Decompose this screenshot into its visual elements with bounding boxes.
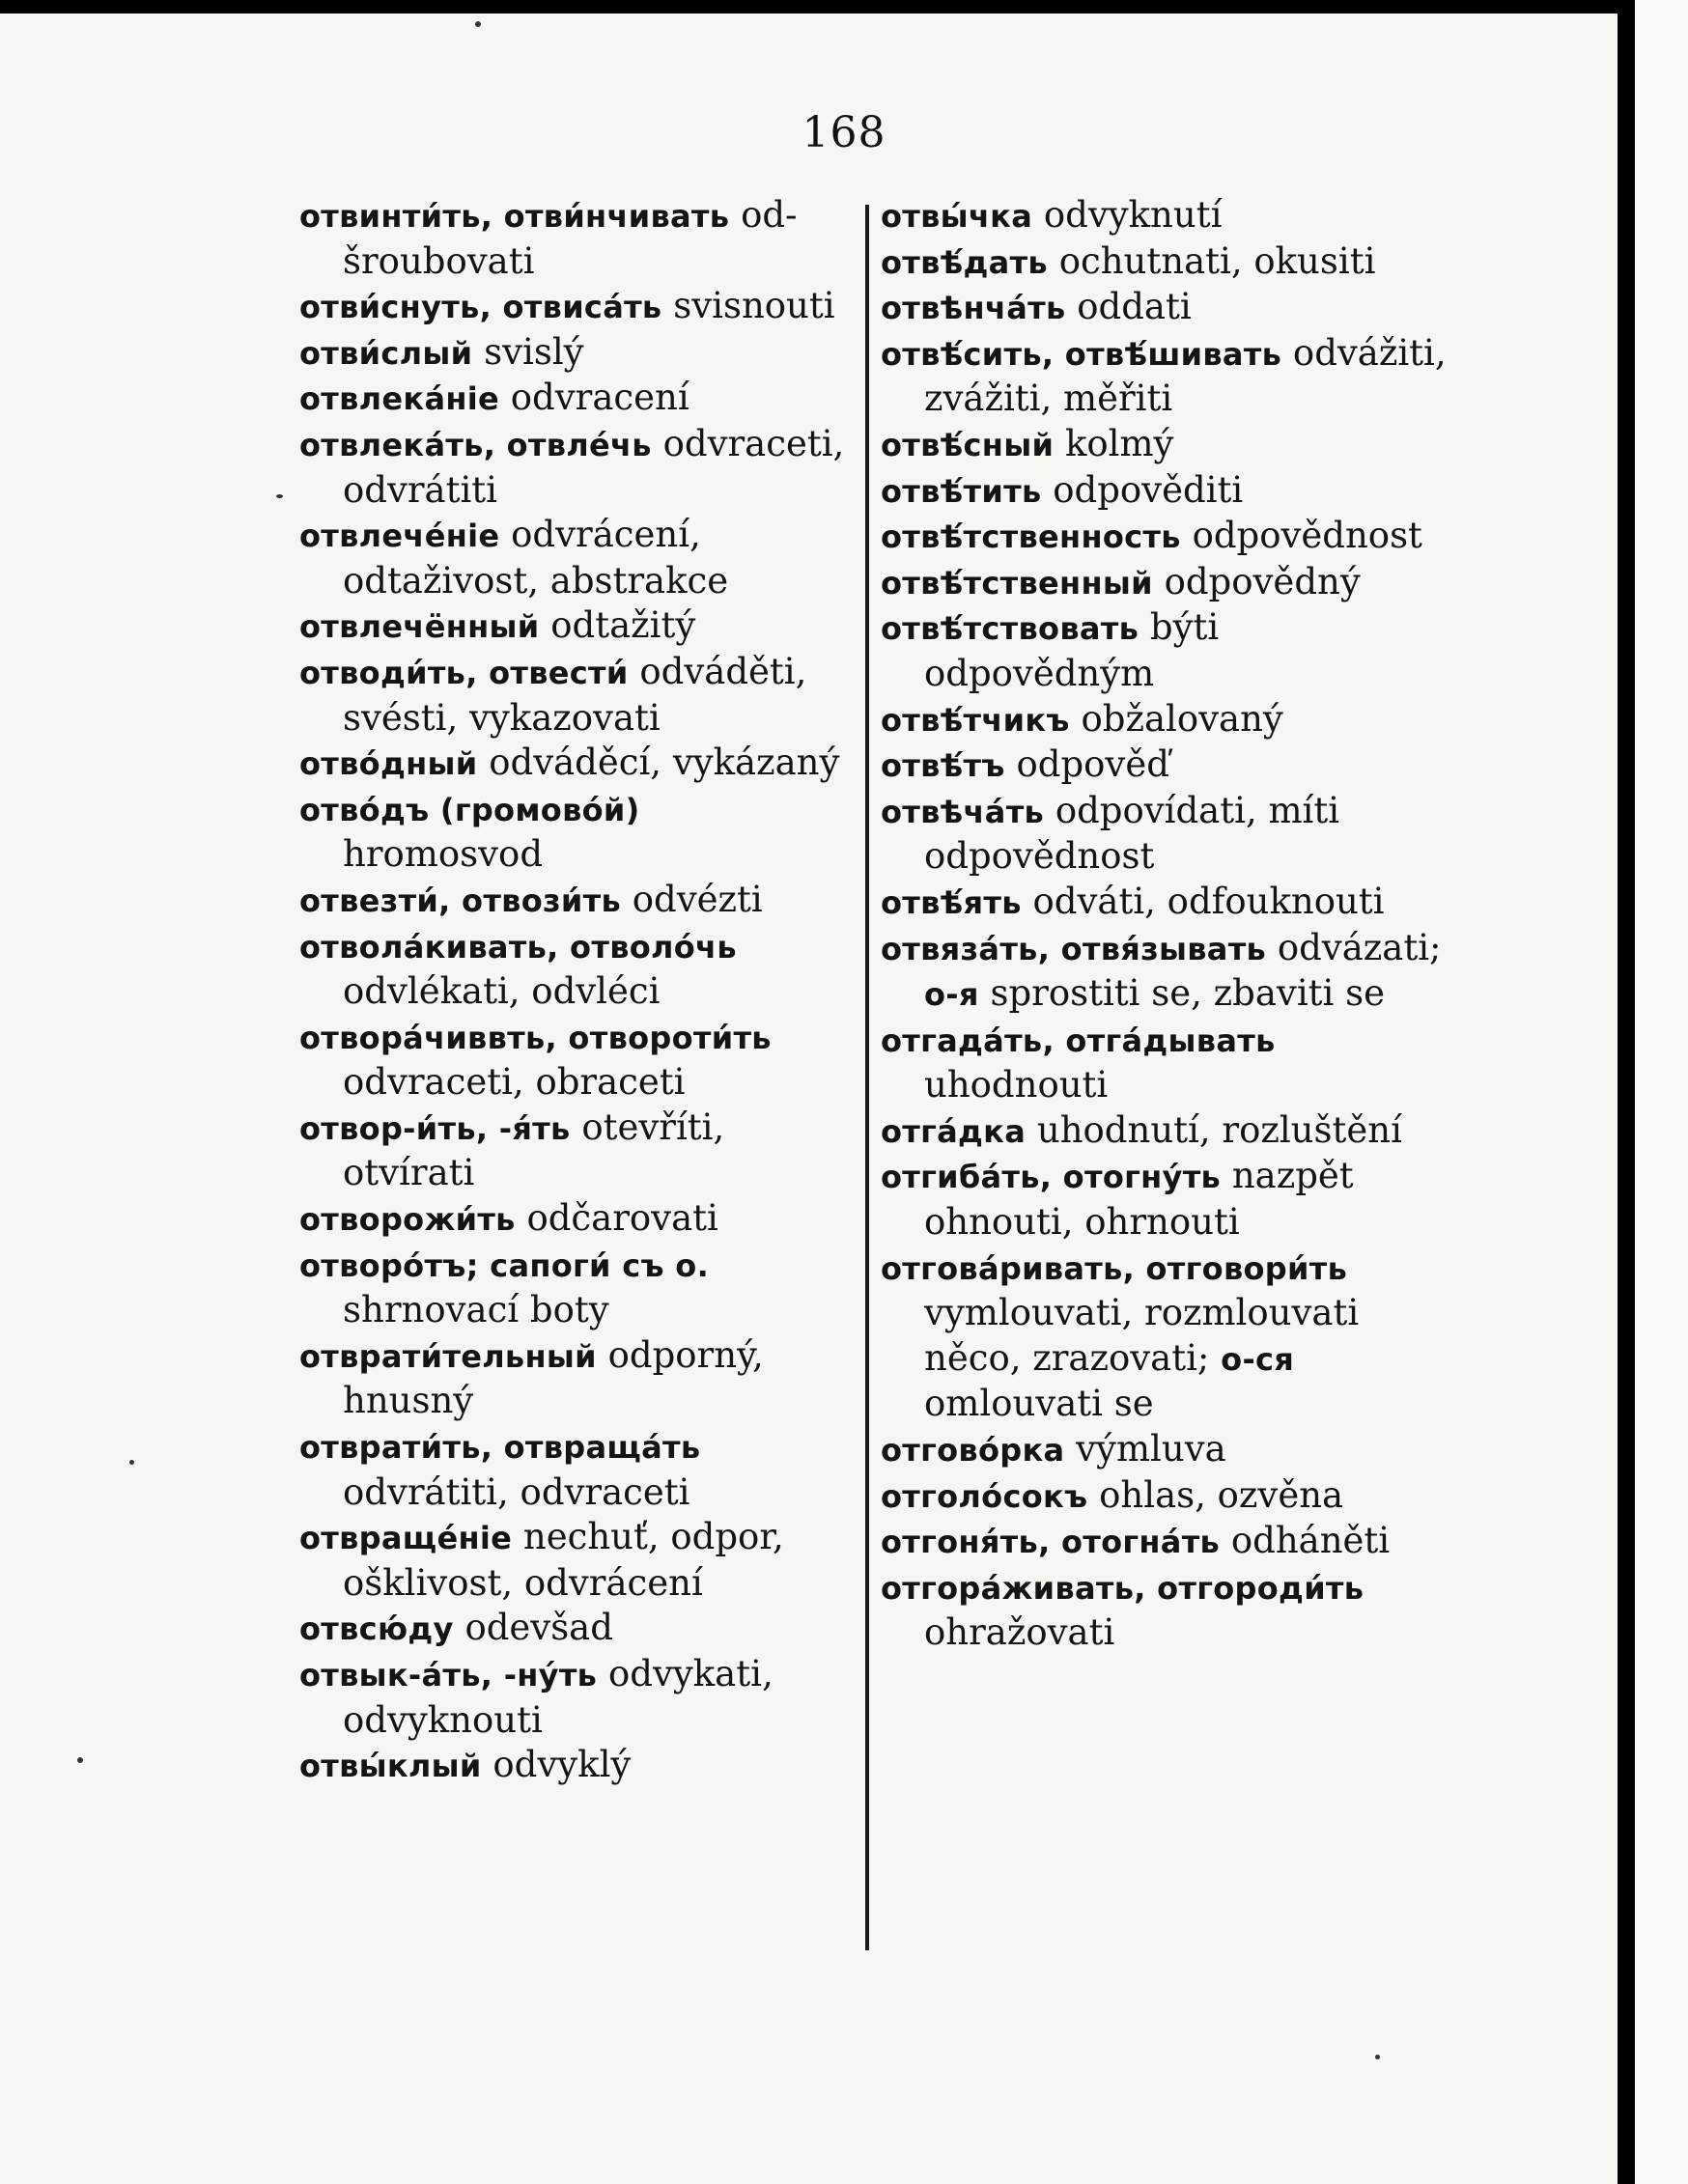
dictionary-entry xyxy=(881,1519,1450,1565)
headword: отвлече́ніе xyxy=(299,518,500,555)
translation: býti odpovědným xyxy=(924,606,1220,694)
headword: отголо́сокъ xyxy=(881,1477,1088,1515)
dictionary-entry xyxy=(299,1743,850,1789)
right-column xyxy=(881,193,1450,1656)
headword: отводи́ть, отвести́ xyxy=(299,654,629,691)
translation: odvracení xyxy=(510,377,689,419)
headword: отвола́кивать, отволо́чь xyxy=(299,928,737,966)
dictionary-entry xyxy=(881,1427,1450,1473)
translation: odvázati; xyxy=(1277,926,1442,968)
dictionary-entry xyxy=(881,880,1450,926)
dictionary-entry xyxy=(299,1106,850,1196)
translation: odtažitý xyxy=(550,604,696,647)
dictionary-entry xyxy=(299,1015,850,1106)
sub-translation: sprostiti se, zbaviti se xyxy=(990,972,1386,1015)
translation: uhodnouti xyxy=(924,1064,1109,1106)
headword: отвлечённый xyxy=(299,608,540,646)
headword: отга́дка xyxy=(881,1112,1027,1150)
headword: отвезти́, отвози́ть xyxy=(299,882,622,919)
dictionary-entry xyxy=(299,878,850,924)
dictionary-entry xyxy=(299,284,850,330)
dictionary-entry xyxy=(881,1154,1450,1245)
dictionary-entry xyxy=(299,650,850,741)
dictionary-entry xyxy=(881,1246,1450,1427)
translation: odvraceti, odvrátiti xyxy=(343,422,845,511)
headword: отвяза́ть, отвя́зывать xyxy=(881,930,1267,967)
translation: odpovědnost xyxy=(1192,515,1422,557)
headword: отвсю́ду xyxy=(299,1610,454,1648)
dictionary-entry xyxy=(299,603,850,650)
translation: odporný, hnusný xyxy=(343,1333,764,1422)
left-column xyxy=(299,193,850,1789)
headword: отво́дный xyxy=(299,745,478,783)
translation: odváti, odfouknouti xyxy=(1032,880,1385,922)
dictionary-entry xyxy=(881,422,1450,468)
translation: odvážiti, zvážiti, měřiti xyxy=(924,331,1447,420)
translation: odvlékati, odvléci xyxy=(343,970,661,1013)
dictionary-entry xyxy=(881,468,1450,515)
dictionary-entry xyxy=(299,1606,850,1652)
headword: отви́слый xyxy=(299,334,473,372)
dictionary-entry xyxy=(299,1515,850,1606)
dictionary-entry xyxy=(299,924,850,1015)
scan-speck xyxy=(475,21,481,27)
translation: odvrácení, odtaživost, abstrakce xyxy=(343,514,729,602)
dictionary-entry xyxy=(299,1652,850,1743)
headword: отвѣ́тить xyxy=(881,472,1042,510)
translation: svisnouti xyxy=(673,285,835,327)
translation: odvrátiti, odvraceti xyxy=(343,1470,690,1513)
translation: odčarovati xyxy=(526,1197,718,1240)
translation: odháněti xyxy=(1230,1520,1391,1562)
translation: vymlouvati, rozmlouvati něco, zrazovati; xyxy=(924,1292,1360,1379)
translation: obžalovaný xyxy=(1081,697,1283,740)
dictionary-entry xyxy=(881,1108,1450,1155)
translation: odvézti xyxy=(632,878,763,920)
headword: отвинти́ть, отви́нчивать xyxy=(299,198,730,235)
dictionary-entry xyxy=(299,376,850,422)
dictionary-entry xyxy=(299,1333,850,1424)
headword: отвѣ́тъ xyxy=(881,747,1005,785)
scan-speck xyxy=(129,1460,134,1465)
scan-speck xyxy=(276,494,283,498)
translation: odpověditi xyxy=(1053,468,1244,511)
headword: отвы́чка xyxy=(881,198,1033,235)
scan-speck xyxy=(1375,2055,1380,2059)
scan-speck xyxy=(77,1757,83,1763)
translation: odevšad xyxy=(464,1607,613,1649)
dictionary-entry xyxy=(881,1473,1450,1520)
headword: отвѣ́тчикъ xyxy=(881,701,1070,739)
dictionary-entry xyxy=(299,1424,850,1515)
translation: odvykati, odvyknouti xyxy=(343,1653,774,1741)
translation: nazpět ohnouti, ohrnouti xyxy=(924,1155,1354,1244)
headword: отгоня́ть, отогна́ть xyxy=(881,1524,1221,1561)
next-page-edge xyxy=(1635,0,1688,2184)
page-number: 168 xyxy=(802,108,886,157)
headword: отвѣ́тствовать xyxy=(881,610,1139,648)
dictionary-entry xyxy=(299,330,850,377)
translation: odpověď xyxy=(1016,743,1169,786)
headword: отвык-а́ть, -ну́ть xyxy=(299,1657,598,1694)
dictionary-entry xyxy=(299,787,850,878)
translation: oddati xyxy=(1077,286,1192,328)
headword: отворо́тъ; сапоги́ съ о. xyxy=(299,1246,710,1284)
headword: отвлека́ть, отвле́чь xyxy=(299,426,652,463)
translation: odvyknutí xyxy=(1043,194,1223,236)
headword: отвѣ́сить, отвѣ́шивать xyxy=(881,335,1282,373)
translation: shrnovací boty xyxy=(343,1289,609,1331)
dictionary-entry xyxy=(881,331,1450,422)
translation: ohlas, ozvěna xyxy=(1099,1473,1344,1516)
translation: svislý xyxy=(484,330,584,373)
translation: odpovídati, míti odpovědnost xyxy=(924,789,1340,878)
headword: отгиба́ть, отогну́ть xyxy=(881,1159,1222,1196)
translation: odvyklý xyxy=(492,1744,632,1786)
headword: отвѣча́ть xyxy=(881,793,1045,830)
translation: kolmý xyxy=(1064,422,1174,464)
translation: od-šroubovati xyxy=(343,194,798,282)
dictionary-entry xyxy=(881,514,1450,560)
translation: odpovědný xyxy=(1164,560,1361,602)
translation: hromosvod xyxy=(343,833,544,876)
translation: odváděti, svésti, vykazovati xyxy=(343,650,807,739)
dictionary-entry xyxy=(881,193,1450,239)
headword: отвѣнча́ть xyxy=(881,290,1066,327)
translation: ochutnati, okusiti xyxy=(1058,239,1376,282)
headword: отвора́чиввть, отвороти́ть xyxy=(299,1019,772,1056)
dictionary-entry xyxy=(299,1196,850,1243)
dictionary-entry xyxy=(881,605,1450,696)
sub-headword: о-я xyxy=(924,976,979,1014)
dictionary-entry xyxy=(299,741,850,787)
sub-headword: о-ся xyxy=(1221,1340,1295,1378)
headword: отвы́клый xyxy=(299,1748,482,1785)
translation: otevříti, otvírati xyxy=(343,1106,725,1194)
headword: отвѣ́тственность xyxy=(881,518,1181,556)
dictionary-entry xyxy=(881,697,1450,743)
headword: отви́снуть, отвиса́ть xyxy=(299,289,662,326)
headword: отвѣ́ять xyxy=(881,883,1022,921)
sub-translation: omlouvati se xyxy=(924,1383,1154,1425)
dictionary-entry xyxy=(881,926,1450,1018)
headword: отвѣ́дать xyxy=(881,243,1048,281)
dictionary-entry xyxy=(299,513,850,603)
dictionary-entry xyxy=(299,422,850,513)
translation: odváděcí, vykázaný xyxy=(489,742,840,784)
translation: odvraceti, obraceti xyxy=(343,1061,686,1104)
dictionary-entry xyxy=(881,239,1450,286)
translation: výmluva xyxy=(1076,1428,1226,1470)
dictionary-entry xyxy=(881,285,1450,331)
headword: отвор-и́ть, -я́ть xyxy=(299,1109,571,1147)
headword: отгова́ривать, отговори́ть xyxy=(881,1249,1348,1287)
dictionary-entry xyxy=(881,1018,1450,1108)
translation: uhodnutí, rozluštění xyxy=(1036,1108,1402,1151)
dictionary-entry xyxy=(881,1565,1450,1656)
headword: отвѣ́тственный xyxy=(881,564,1153,602)
translation: nechuť, odpor, ošklivost, odvrácení xyxy=(343,1516,784,1604)
headword: отвлека́ніе xyxy=(299,380,500,418)
dictionary-entry xyxy=(881,789,1450,880)
headword: отвѣ́сный xyxy=(881,426,1055,463)
dictionary-entry xyxy=(299,1243,850,1333)
headword: отвраще́ніе xyxy=(299,1520,513,1557)
dictionary-entry xyxy=(881,742,1450,789)
translation: ohražovati xyxy=(924,1611,1115,1654)
gutter-strip xyxy=(1618,0,1635,2184)
column-divider xyxy=(865,205,869,1950)
headword: отврати́ть, отвраща́ть xyxy=(299,1429,701,1467)
headword: отврати́тельный xyxy=(299,1337,597,1375)
headword: отво́дъ (громово́й) xyxy=(299,791,640,828)
dictionary-entry xyxy=(299,193,850,284)
dictionary-entry xyxy=(881,560,1450,606)
headword: отворожи́ть xyxy=(299,1201,516,1239)
headword: отгово́рка xyxy=(881,1432,1065,1470)
headword: отгада́ть, отга́дывать xyxy=(881,1022,1276,1059)
headword: отгора́живать, отгороди́ть xyxy=(881,1569,1364,1607)
